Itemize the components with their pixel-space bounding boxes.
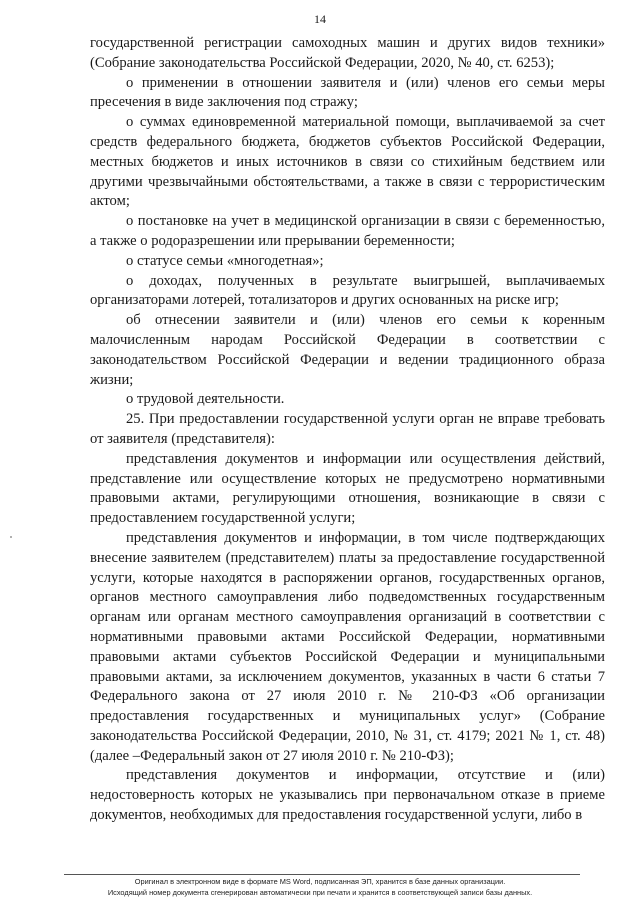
paragraph: о применении в отношении заявителя и (или) членов его семьи меры пресечения в виде заключения под стражу; xyxy=(90,74,605,111)
paragraph: о доходах, полученных в результате выигрышей, выплачиваемых организаторами лотерей, тотализаторов и других основанных на риске игр; xyxy=(90,272,605,309)
paragraph: об отнесении заявители и (или) членов его семьи к коренным малочисленным народам Российской Федерации в соответствии с законодательством Российской Федерации и ведении традиционного образа жизни; xyxy=(90,312,605,388)
paragraph: представления документов и информации, отсутствие и (или) недостоверность которых не указывались при первоначальном отказе в приеме документов, необходимых для предоставления государственной услуги, либо в xyxy=(90,767,605,824)
page-number: 14 xyxy=(314,12,326,26)
footer-line-original: Оригинал в электронном виде в формате MS Word, подписанная ЭП, хранится в базе данных организации. xyxy=(134,877,506,886)
document-body xyxy=(90,34,605,826)
paragraph: о суммах единовременной материальной помощи, выплачиваемой за счет средств федерального бюджета, бюджетов субъектов Российской Федерации, местных бюджетов и иных источников в связи со стихийным бедствием или другими чрезвычайными обстоятельствами, а также в связи с террористическим актом; xyxy=(90,114,605,210)
paragraph: представления документов и информации, в том числе подтверждающих внесение заявителем (представителем) платы за предоставление государственной услуги, которые находятся в распоряжении органов, государственных органов, органов местного самоуправления либо подведомственных государственным органам или органам местного самоуправления организаций в соответствии с нормативными правовыми актами Российской Федерации, нормативными правовыми актами субъектов Российской Федерации и муниципальными правовыми актами, за исключением документов, указанных в части 6 статьи 7 Федерального закона от 27 июля 2010 г. № 210-ФЗ «Об организации предоставления государственных и муниципальных услуг» (Собрание законодательства Российской Федерации, 2010, № 31, ст. 4179; 2021 № 1, ст. 48) (далее –Федеральный закон от 27 июля 2010 г. № 210-ФЗ); xyxy=(90,529,605,764)
paragraph: о статусе семьи «многодетная»; xyxy=(126,252,324,269)
paragraph: государственной регистрации самоходных машин и других видов техники» (Собрание законодательства Российской Федерации, 2020, № 40, ст. 6253); xyxy=(90,35,605,71)
footer-divider xyxy=(64,874,580,875)
footer-line-outgoing-number: Исходящий номер документа сгенерирован автоматически при печати и хранится в соответствующей записи базы данных. xyxy=(107,888,533,897)
paragraph: 25. При предоставлении государственной услуги орган не вправе требовать от заявителя (представителя): xyxy=(90,411,605,447)
scan-speck xyxy=(10,536,12,538)
document-footer xyxy=(0,876,640,898)
paragraph: о постановке на учет в медицинской организации в связи с беременностью, а также о родоразрешении или прерывании беременности; xyxy=(90,213,605,249)
paragraph: представления документов и информации или осуществления действий, представление или осуществление которых не предусмотрено нормативными правовыми актами, регулирующими отношения, возникающие в связи с предоставлением государственной услуги; xyxy=(90,450,605,527)
paragraph: о трудовой деятельности. xyxy=(126,391,285,408)
